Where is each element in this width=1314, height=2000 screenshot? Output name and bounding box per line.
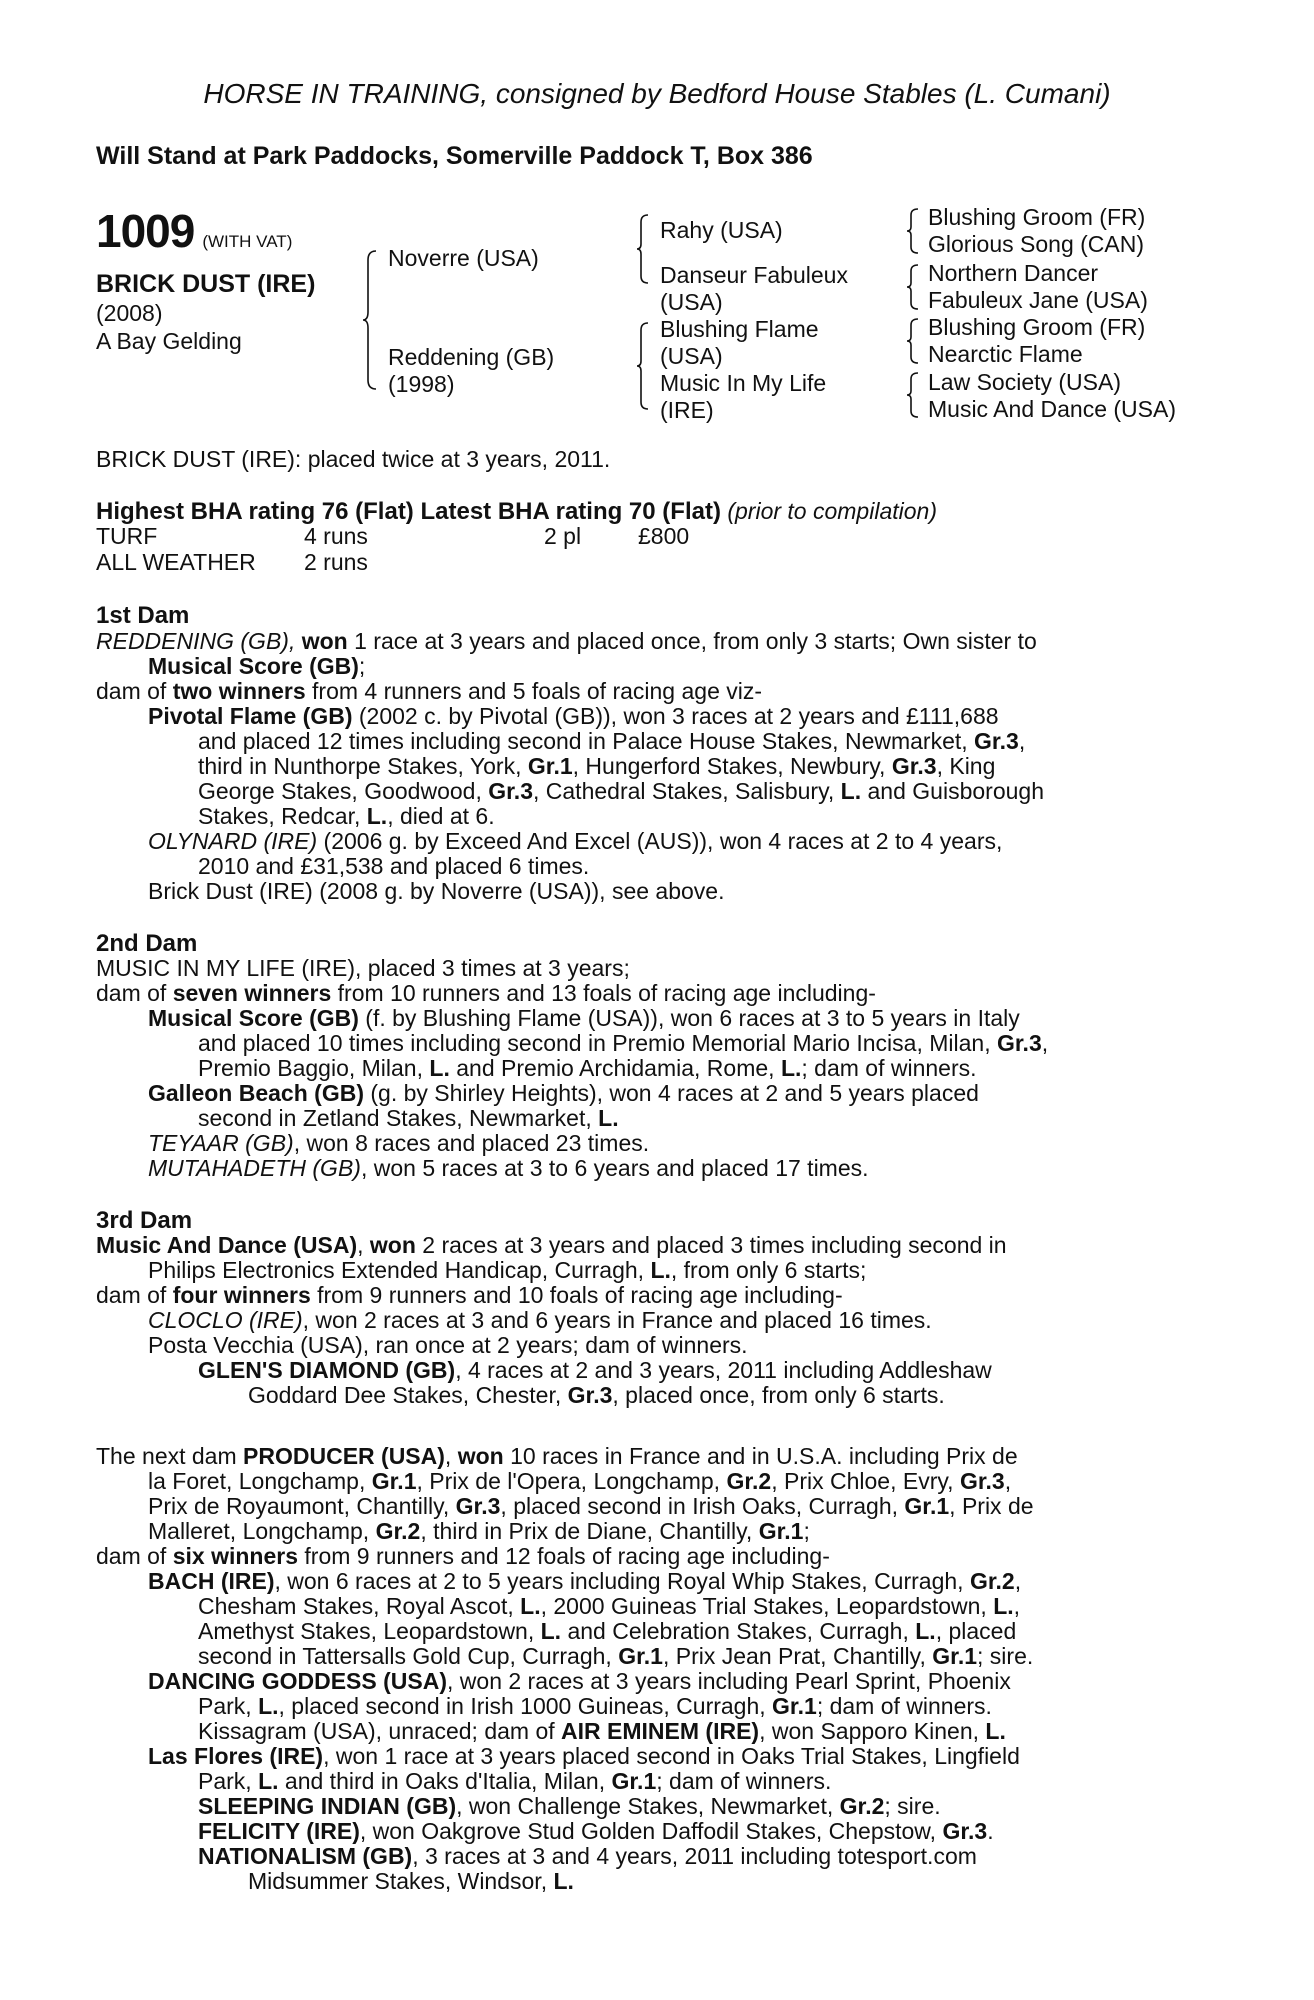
aw-runs: 2 runs xyxy=(304,549,368,575)
text-line: la Foret, Longchamp, Gr.1, Prix de l'Opera, Longchamp, Gr.2, Prix Chloe, Evry, Gr.3, xyxy=(148,1468,1012,1494)
text-line: Philips Electronics Extended Handicap, Curragh, L., from only 6 starts; xyxy=(148,1257,867,1283)
produce-mutahadeth: MUTAHADETH (GB), won 5 races at 3 to 6 years and placed 17 times. xyxy=(148,1155,869,1181)
turf-label: TURF xyxy=(96,523,158,549)
produce-pivotal-flame: Pivotal Flame (GB) (2002 c. by Pivotal (GB)), won 3 races at 2 years and £111,688 xyxy=(148,703,999,729)
text-line: Premio Baggio, Milan, L. and Premio Archidamia, Rome, L.; dam of winners. xyxy=(198,1055,977,1081)
produce-olynard: OLYNARD (IRE) (2006 g. by Exceed And Excel (AUS)), won 4 races at 2 to 4 years, xyxy=(148,828,1003,854)
ped-dss: Blushing Groom (FR) xyxy=(928,314,1146,340)
next-dam-produce: dam of six winners from 9 runners and 12 foals of racing age including- xyxy=(96,1543,830,1569)
dam-name: Reddening (GB) xyxy=(388,344,555,370)
produce-musical-score: Musical Score (GB) (f. by Blushing Flame (USA)), won 6 races at 3 to 5 years in Italy xyxy=(148,1005,1020,1031)
produce-nationalism: NATIONALISM (GB), 3 races at 3 and 4 years, 2011 including totesport.com xyxy=(198,1843,977,1869)
text-line: and placed 12 times including second in Palace House Stakes, Newmarket, Gr.3, xyxy=(198,728,1026,754)
first-dam-produce: dam of two winners from 4 runners and 5 foals of racing age viz- xyxy=(96,678,763,704)
dam-dam-line2: (IRE) xyxy=(660,397,714,423)
ped-ssd: Glorious Song (CAN) xyxy=(928,231,1145,257)
text-line: Park, L., placed second in Irish 1000 Guineas, Curragh, Gr.1; dam of winners. xyxy=(198,1693,992,1719)
ped-sds: Northern Dancer xyxy=(928,260,1099,286)
pedigree-bracket-sire xyxy=(636,214,650,284)
horse-year: (2008) xyxy=(96,300,163,326)
ped-sss: Blushing Groom (FR) xyxy=(928,204,1146,230)
horse-description: A Bay Gelding xyxy=(96,328,242,354)
produce-kissagram: Kissagram (USA), unraced; dam of AIR EMINEM (IRE), won Sapporo Kinen, L. xyxy=(198,1718,1006,1744)
sire-dam-line1: Danseur Fabuleux xyxy=(660,262,848,288)
pedigree-bracket-dd xyxy=(906,372,920,418)
produce-posta-vecchia: Posta Vecchia (USA), ran once at 2 years; dam of winners. xyxy=(148,1332,748,1358)
first-dam-line: REDDENING (GB), won 1 race at 3 years and placed once, from only 3 starts; Own sister to xyxy=(96,628,1037,654)
consignor-header: HORSE IN TRAINING, consigned by Bedford House Stables (L. Cumani) xyxy=(203,78,1111,109)
lot-number: 1009 xyxy=(96,205,195,257)
text-line: and placed 10 times including second in Premio Memorial Mario Incisa, Milan, Gr.3, xyxy=(198,1030,1049,1056)
first-dam-sister: Musical Score (GB); xyxy=(148,653,366,679)
produce-dancing-goddess: DANCING GODDESS (USA), won 2 races at 3 years including Pearl Sprint, Phoenix xyxy=(148,1668,1011,1694)
produce-las-flores: Las Flores (IRE), won 1 race at 3 years placed second in Oaks Trial Stakes, Lingfield xyxy=(148,1743,1020,1769)
text-line: Goddard Dee Stakes, Chester, Gr.3, placed once, from only 6 starts. xyxy=(248,1382,945,1408)
ped-dds: Law Society (USA) xyxy=(928,369,1122,395)
ped-dsd: Nearctic Flame xyxy=(928,341,1083,367)
produce-galleon-beach: Galleon Beach (GB) (g. by Shirley Heights), won 4 races at 2 and 5 years placed xyxy=(148,1080,979,1106)
ped-ddd: Music And Dance (USA) xyxy=(928,396,1176,422)
text-line: Prix de Royaumont, Chantilly, Gr.3, placed second in Irish Oaks, Curragh, Gr.1, Prix de xyxy=(148,1493,1034,1519)
text-line: George Stakes, Goodwood, Gr.3, Cathedral Stakes, Salisbury, L. and Guisborough xyxy=(198,778,1044,804)
horse-name: BRICK DUST (IRE) xyxy=(96,270,316,298)
produce-glens-diamond: GLEN'S DIAMOND (GB), 4 races at 2 and 3 years, 2011 including Addleshaw xyxy=(198,1357,992,1383)
text-line: Park, L. and third in Oaks d'Italia, Milan, Gr.1; dam of winners. xyxy=(198,1768,832,1794)
turf-runs: 4 runs xyxy=(304,523,368,549)
sire-sire: Rahy (USA) xyxy=(660,217,783,243)
dam-sire-line2: (USA) xyxy=(660,343,723,369)
text-line: second in Tattersalls Gold Cup, Curragh, Gr.1, Prix Jean Prat, Chantilly, Gr.1; sire. xyxy=(198,1643,1034,1669)
next-dam-line: The next dam PRODUCER (USA), won 10 races in France and in U.S.A. including Prix de xyxy=(96,1443,1018,1469)
lot-number-block xyxy=(96,204,292,258)
text-line: Stakes, Redcar, L., died at 6. xyxy=(198,803,495,829)
second-dam-line: MUSIC IN MY LIFE (IRE), placed 3 times at 3 years; xyxy=(96,955,630,981)
text-line: Malleret, Longchamp, Gr.2, third in Prix de Diane, Chantilly, Gr.1; xyxy=(148,1518,810,1544)
sire-name: Noverre (USA) xyxy=(388,245,539,271)
second-dam-produce: dam of seven winners from 10 runners and 13 foals of racing age including- xyxy=(96,980,876,1006)
text-line: second in Zetland Stakes, Newmarket, L. xyxy=(198,1105,619,1131)
text-line: Midsummer Stakes, Windsor, L. xyxy=(248,1868,574,1894)
first-dam-heading: 1st Dam xyxy=(96,602,190,629)
text-line: third in Nunthorpe Stakes, York, Gr.1, Hungerford Stakes, Newbury, Gr.3, King xyxy=(198,753,996,779)
third-dam-heading: 3rd Dam xyxy=(96,1207,193,1234)
text-line: Chesham Stakes, Royal Ascot, L., 2000 Guineas Trial Stakes, Leopardstown, L., xyxy=(198,1593,1021,1619)
third-dam-produce: dam of four winners from 9 runners and 10 foals of racing age including- xyxy=(96,1282,843,1308)
stand-location: Will Stand at Park Paddocks, Somerville Paddock T, Box 386 xyxy=(96,142,813,170)
produce-sleeping-indian: SLEEPING INDIAN (GB), won Challenge Stakes, Newmarket, Gr.2; sire. xyxy=(198,1793,941,1819)
turf-placed: 2 pl xyxy=(544,523,582,549)
text-line: Amethyst Stakes, Leopardstown, L. and Celebration Stakes, Curragh, L., placed xyxy=(198,1618,1017,1644)
produce-teyaar: TEYAAR (GB), won 8 races and placed 23 times. xyxy=(148,1130,650,1156)
produce-brick-dust: Brick Dust (IRE) (2008 g. by Noverre (USA)), see above. xyxy=(148,878,725,904)
pedigree-bracket-sd xyxy=(906,264,920,310)
bha-rating: Highest BHA rating 76 (Flat) Latest BHA rating 70 (Flat) (prior to compilation) xyxy=(96,498,937,525)
vat-label: (WITH VAT) xyxy=(202,232,293,251)
dam-dam-line1: Music In My Life xyxy=(660,370,827,396)
pedigree-bracket-main xyxy=(362,250,378,390)
third-dam-line: Music And Dance (USA), won 2 races at 3 years and placed 3 times including second in xyxy=(96,1232,1007,1258)
aw-label: ALL WEATHER xyxy=(96,549,256,575)
produce-bach: BACH (IRE), won 6 races at 2 to 5 years including Royal Whip Stakes, Curragh, Gr.2, xyxy=(148,1568,1022,1594)
second-dam-heading: 2nd Dam xyxy=(96,930,198,957)
produce-cloclo: CLOCLO (IRE), won 2 races at 3 and 6 years in France and placed 16 times. xyxy=(148,1307,932,1333)
produce-felicity: FELICITY (IRE), won Oakgrove Stud Golden Daffodil Stakes, Chepstow, Gr.3. xyxy=(198,1818,994,1844)
race-summary: BRICK DUST (IRE): placed twice at 3 years, 2011. xyxy=(96,446,611,472)
text-line: 2010 and £31,538 and placed 6 times. xyxy=(198,853,590,879)
turf-prize: £800 xyxy=(638,523,690,549)
dam-sire-line1: Blushing Flame xyxy=(660,316,819,342)
ped-sdd: Fabuleux Jane (USA) xyxy=(928,287,1148,313)
pedigree-bracket-ds xyxy=(906,318,920,364)
pedigree-bracket-dam xyxy=(636,322,650,410)
dam-year: (1998) xyxy=(388,371,455,397)
pedigree-bracket-ss xyxy=(906,208,920,254)
sire-dam-line2: (USA) xyxy=(660,289,723,315)
